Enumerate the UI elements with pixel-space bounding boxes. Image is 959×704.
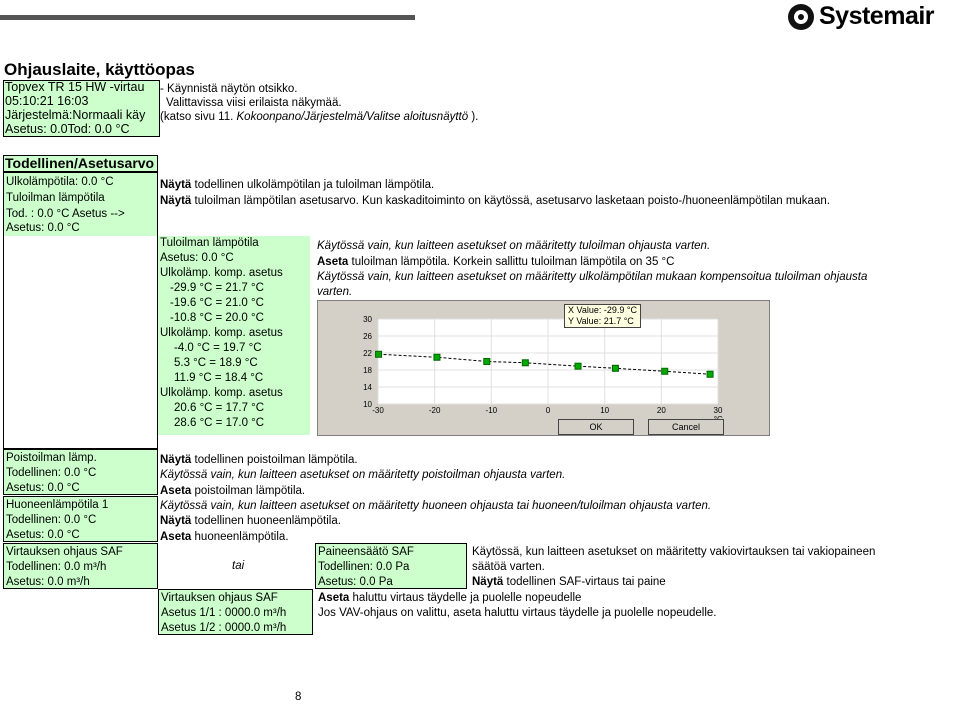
display-desc-1: - Käynnistä näytön otsikko. bbox=[160, 83, 298, 95]
mid-line: Ulkolämp. komp. asetus bbox=[160, 267, 283, 279]
compensation-chart bbox=[318, 301, 769, 435]
data-point bbox=[484, 359, 490, 365]
data-point bbox=[707, 371, 713, 377]
saf-flow-label: Virtauksen ohjaus SAF bbox=[6, 546, 123, 558]
exhaust-temp-label: Poistoilman lämp. bbox=[6, 452, 97, 464]
x-tick-label: 30 bbox=[713, 406, 723, 415]
section1-desc-1: Näytä todellinen ulkolämpötilan ja tuloilman lämpötila. bbox=[160, 179, 435, 191]
y-tick-label: 14 bbox=[363, 383, 372, 392]
section-header: Todellinen/Asetusarvo bbox=[5, 155, 155, 171]
tooltip-y: Y Value: 21.7 °C bbox=[568, 316, 634, 326]
room-temp-setpoint: Asetus: 0.0 °C bbox=[6, 529, 80, 541]
display-line-2: 05:10:21 16:03 bbox=[5, 94, 89, 108]
supply-temp-label: Tuloilman lämpötila bbox=[6, 192, 105, 204]
saf-flow-setpoints-label: Virtauksen ohjaus SAF bbox=[161, 592, 278, 604]
x-tick-label: 0 bbox=[545, 406, 551, 415]
section4-right-1: Käytössä, kun laitteen asetukset on määritetty vakiovirtauksen tai vakiopaineen bbox=[472, 546, 876, 558]
section2-desc-1: Näytä todellinen poistoilman lämpötila. bbox=[160, 454, 358, 466]
y-tick-label: 10 bbox=[363, 400, 372, 409]
x-tick-label: 10 bbox=[600, 406, 610, 415]
data-point bbox=[575, 363, 581, 369]
mid-line: -4.0 °C = 19.7 °C bbox=[174, 342, 262, 354]
section1-right-1: Käytössä vain, kun laitteen asetukset on määritetty tuloilman ohjausta varten. bbox=[317, 240, 711, 252]
mid-line: 28.6 °C = 17.0 °C bbox=[174, 417, 265, 429]
section1-right-3: Käytössä vain, kun laitteen asetukset on määritetty ulkolämpötilan mukaan kompensoitua tuloilman ohjausta bbox=[317, 271, 868, 283]
ok-button[interactable]: OK bbox=[558, 419, 634, 435]
mid-line: 5.3 °C = 18.9 °C bbox=[174, 357, 258, 369]
section3-desc-1: Käytössä vain, kun laitteen asetukset on määritetty huoneen ohjausta tai huoneen/tuloilman ohjausta varten. bbox=[160, 500, 712, 512]
section3-desc-2: Näytä todellinen huoneenlämpötila. bbox=[160, 515, 341, 527]
section2-desc-3: Aseta poistoilman lämpötila. bbox=[160, 485, 306, 497]
mid-line: -10.8 °C = 20.0 °C bbox=[170, 312, 264, 324]
mid-line: Ulkolämp. komp. asetus bbox=[160, 387, 283, 399]
systemair-logo bbox=[788, 2, 958, 32]
display-line-3: Järjestelmä:Normaali käy bbox=[5, 108, 146, 122]
cancel-button[interactable]: Cancel bbox=[648, 419, 724, 435]
chart-tooltip bbox=[564, 304, 641, 328]
mid-line: Tuloilman lämpötila bbox=[160, 237, 259, 249]
page-title: Ohjauslaite, käyttöopas bbox=[4, 60, 195, 79]
brand-name: Systemair bbox=[819, 2, 935, 30]
saf-flow-actual: Todellinen: 0.0 m³/h bbox=[6, 561, 107, 573]
systemair-logo-icon bbox=[788, 4, 814, 30]
mid-line: -19.6 °C = 21.0 °C bbox=[170, 297, 264, 309]
mid-line: Ulkolämp. komp. asetus bbox=[160, 327, 283, 339]
mid-line: 11.9 °C = 18.4 °C bbox=[174, 372, 264, 384]
data-point bbox=[434, 354, 440, 360]
x-tick-label: -20 bbox=[428, 406, 441, 415]
saf-pressure-actual: Todellinen: 0.0 Pa bbox=[318, 561, 410, 573]
section1-desc-2: Näytä tuloilman lämpötilan asetusarvo. Kun kaskaditoiminto on käytössä, asetusarvo lasketaan poisto-/huoneenlämpötilan mukaan. bbox=[160, 195, 830, 207]
or-label: tai bbox=[232, 560, 245, 572]
supply-temp-actual: Tod. : 0.0 °C Asetus --> bbox=[6, 208, 125, 220]
section4-lower-1: Aseta haluttu virtaus täydelle ja puolelle nopeudelle bbox=[318, 592, 582, 604]
room-temp-actual: Todellinen: 0.0 °C bbox=[6, 514, 97, 526]
display-desc-2: Valittavissa viisi erilaista näkymää. bbox=[166, 97, 342, 109]
section4-right-2: säätöä varten. bbox=[472, 561, 545, 573]
mid-line: Asetus: 0.0 °C bbox=[160, 252, 234, 264]
outdoor-temp: Ulkolämpötila: 0.0 °C bbox=[6, 176, 114, 188]
exhaust-temp-actual: Todellinen: 0.0 °C bbox=[6, 467, 97, 479]
y-tick-label: 18 bbox=[363, 366, 372, 375]
x-tick-label: 20 bbox=[656, 406, 666, 415]
data-point bbox=[612, 365, 618, 371]
mid-line: 20.6 °C = 17.7 °C bbox=[174, 402, 265, 414]
compensation-chart-dialog bbox=[317, 300, 770, 436]
y-tick-label: 26 bbox=[363, 332, 372, 341]
section1-right-4: varten. bbox=[317, 286, 353, 298]
section-header-box bbox=[3, 155, 158, 172]
compensation-list bbox=[160, 236, 283, 431]
section3-desc-3: Aseta huoneenlämpötila. bbox=[160, 531, 289, 543]
y-tick-label: 30 bbox=[363, 315, 372, 324]
data-point bbox=[662, 368, 668, 374]
saf-flow-setpoint: Asetus: 0.0 m³/h bbox=[6, 576, 90, 588]
section4-lower-2: Jos VAV-ohjaus on valittu, aseta haluttu virtaus täydelle ja puolelle nopeudelle. bbox=[318, 607, 717, 619]
section1-right-2: Aseta tuloilman lämpötila. Korkein sallittu tuloilman lämpötila on 35 °C bbox=[317, 256, 675, 268]
section2-desc-2: Käytössä vain, kun laitteen asetukset on määritetty poistoilman ohjausta varten. bbox=[160, 469, 566, 481]
exhaust-temp-setpoint: Asetus: 0.0 °C bbox=[6, 482, 80, 494]
display-desc-3: (katso sivu 11. Kokoonpano/Järjestelmä/Valitse aloitusnäyttö ). bbox=[160, 111, 479, 123]
saf-flow-half-speed: Asetus 1/2 : 0000.0 m³/h bbox=[161, 622, 287, 634]
display-line-1: Topvex TR 15 HW -virtau bbox=[5, 80, 145, 94]
y-tick-label: 22 bbox=[363, 349, 372, 358]
page-number: 8 bbox=[295, 691, 302, 703]
saf-flow-full-speed: Asetus 1/1 : 0000.0 m³/h bbox=[161, 607, 287, 619]
section4-right-3: Näytä todellinen SAF-virtaus tai paine bbox=[472, 576, 666, 588]
room-temp-label: Huoneenlämpötila 1 bbox=[6, 499, 109, 511]
saf-pressure-label: Paineensäätö SAF bbox=[318, 546, 414, 558]
x-tick-label: -30 bbox=[372, 406, 384, 415]
saf-pressure-setpoint: Asetus: 0.0 Pa bbox=[318, 576, 393, 588]
x-tick-label: -10 bbox=[485, 406, 498, 415]
tooltip-x: X Value: -29.9 °C bbox=[568, 305, 637, 315]
supply-temp-setpoint: Asetus: 0.0 °C bbox=[6, 222, 80, 234]
display-line-4: Asetus: 0.0Tod: 0.0 °C bbox=[5, 122, 130, 136]
mid-line: -29.9 °C = 21.7 °C bbox=[170, 282, 264, 294]
header-bar bbox=[0, 15, 415, 20]
data-point bbox=[522, 360, 528, 366]
